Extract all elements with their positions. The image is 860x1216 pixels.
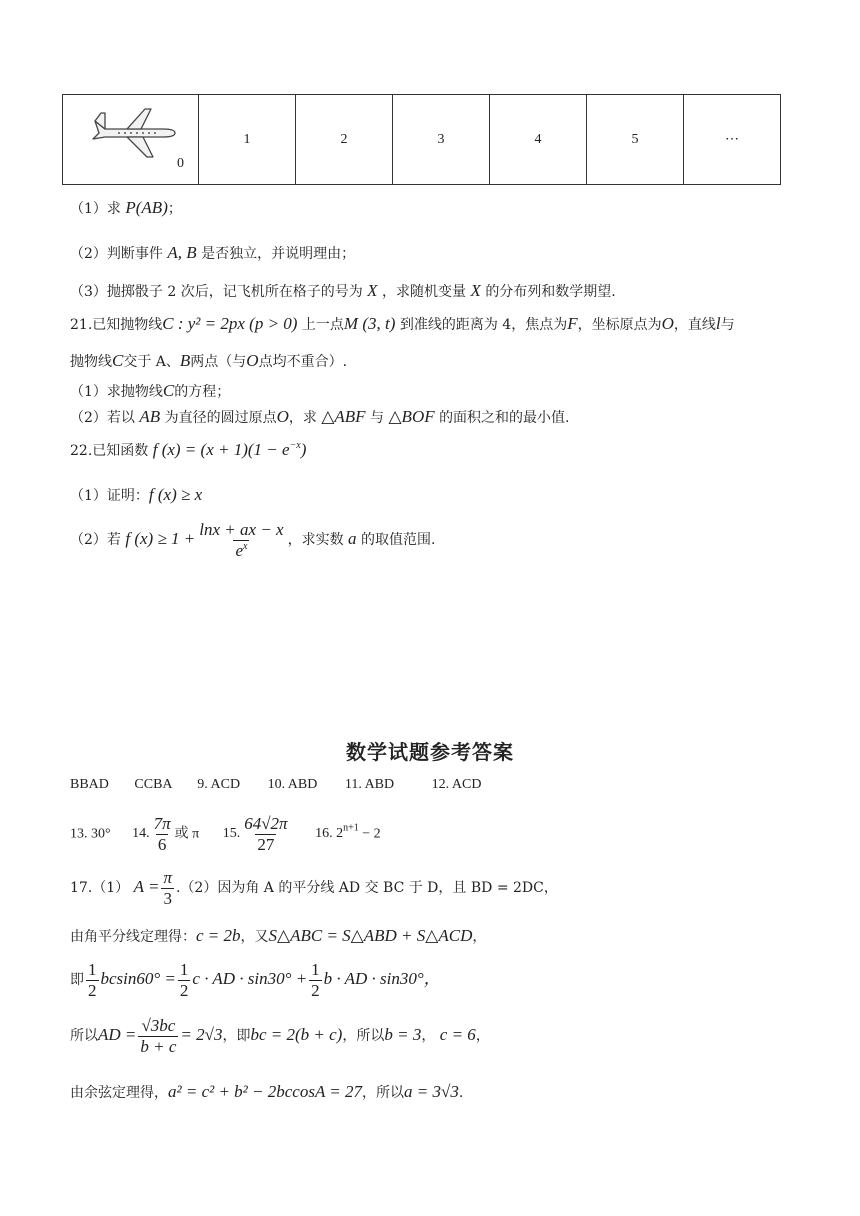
answer-17-line3: 即 $\frac{1}{2}$ bcsin60° = $\frac{1}{2}$ c · AD · sin30° + $\frac{1}{2}$ b · AD · sin30°， bbox=[70, 960, 441, 1000]
answer-17-line1: 17.（1） A = $\frac{\pi}{3}$ .（2）因为角 A 的平分线 AD 交 BC 于 D，且 BD = 2DC， bbox=[70, 868, 558, 908]
board-cell: 3 bbox=[393, 95, 490, 184]
answer-17-line5: 由余弦定理得，a² = c² + b² − 2bccosA = 27，所以a = 3√3. bbox=[70, 1082, 464, 1101]
q21-part2: （2）若以 AB 为直径的圆过原点O，求 △ABF 与 △BOF 的面积之和的最小值. bbox=[70, 407, 570, 426]
board-cell: 1 bbox=[199, 95, 296, 184]
answers-row2: 13. 30° 14. $\frac{7\pi}{6}$ 或 π 15. $\frac{64√2\pi}{27}$ 16. $2^{n+1} - 2$ bbox=[70, 814, 381, 854]
q22-part1: （1）证明：f (x) ≥ x bbox=[70, 485, 203, 504]
q22-stem: 22.已知函数 f $(x) = (x + 1)(1 - e^{-x})$ bbox=[70, 440, 307, 459]
board-cell: 4 bbox=[490, 95, 587, 184]
answer-17-line2: 由角平分线定理得：c = 2b，又S△ABC = S△ABD + S△ACD， bbox=[70, 926, 487, 945]
board-cell: 5 bbox=[587, 95, 684, 184]
q21-stem-line1: 21.已知抛物线C : y² = 2px (p > 0) 上一点M (3, t) 到准线的距离为 4，焦点为F，坐标原点为O，直线l与 bbox=[70, 314, 735, 333]
board-cell-start bbox=[63, 95, 199, 184]
answers-row1: BBAD CCBA 9. ACD 10. ABD 11. ABD 12. ACD bbox=[70, 777, 482, 792]
airplane-icon bbox=[89, 107, 179, 159]
q21-stem-line2: 抛物线C交于 A、B两点（与O点均不重合）. bbox=[70, 351, 348, 370]
board-cell: 2 bbox=[296, 95, 393, 184]
answers-title: 数学试题参考答案 bbox=[346, 740, 514, 764]
board-cell-ellipsis: ⋯ bbox=[725, 132, 739, 147]
q22-part2: （2）若 f (x) ≥ 1 + $\frac{\ln x + ax - x}{e^x}$ ，求实数 a 的取值范围. bbox=[70, 520, 436, 560]
start-label: 0 bbox=[177, 156, 184, 171]
q20-part1: （1）求 P(AB)； bbox=[70, 198, 182, 217]
q20-part3: （3）抛掷骰子 2 次后，记飞机所在格子的号为 X ，求随机变量 X 的分布列和数学期望. bbox=[70, 281, 616, 300]
board-table bbox=[62, 94, 781, 185]
q20-part2: （2）判断事件 A, B 是否独立，并说明理由； bbox=[70, 243, 356, 262]
answer-17-line4: 所以AD = $\frac{√3bc}{b + c}$ = 2√3，即bc = 2(b + c)，所以b = 3， c = 6， bbox=[70, 1016, 490, 1056]
q21-part1: （1）求抛物线C的方程； bbox=[70, 381, 231, 400]
q22-fraction: $\frac{\ln x + ax - x}{e^x}$ bbox=[199, 520, 284, 560]
